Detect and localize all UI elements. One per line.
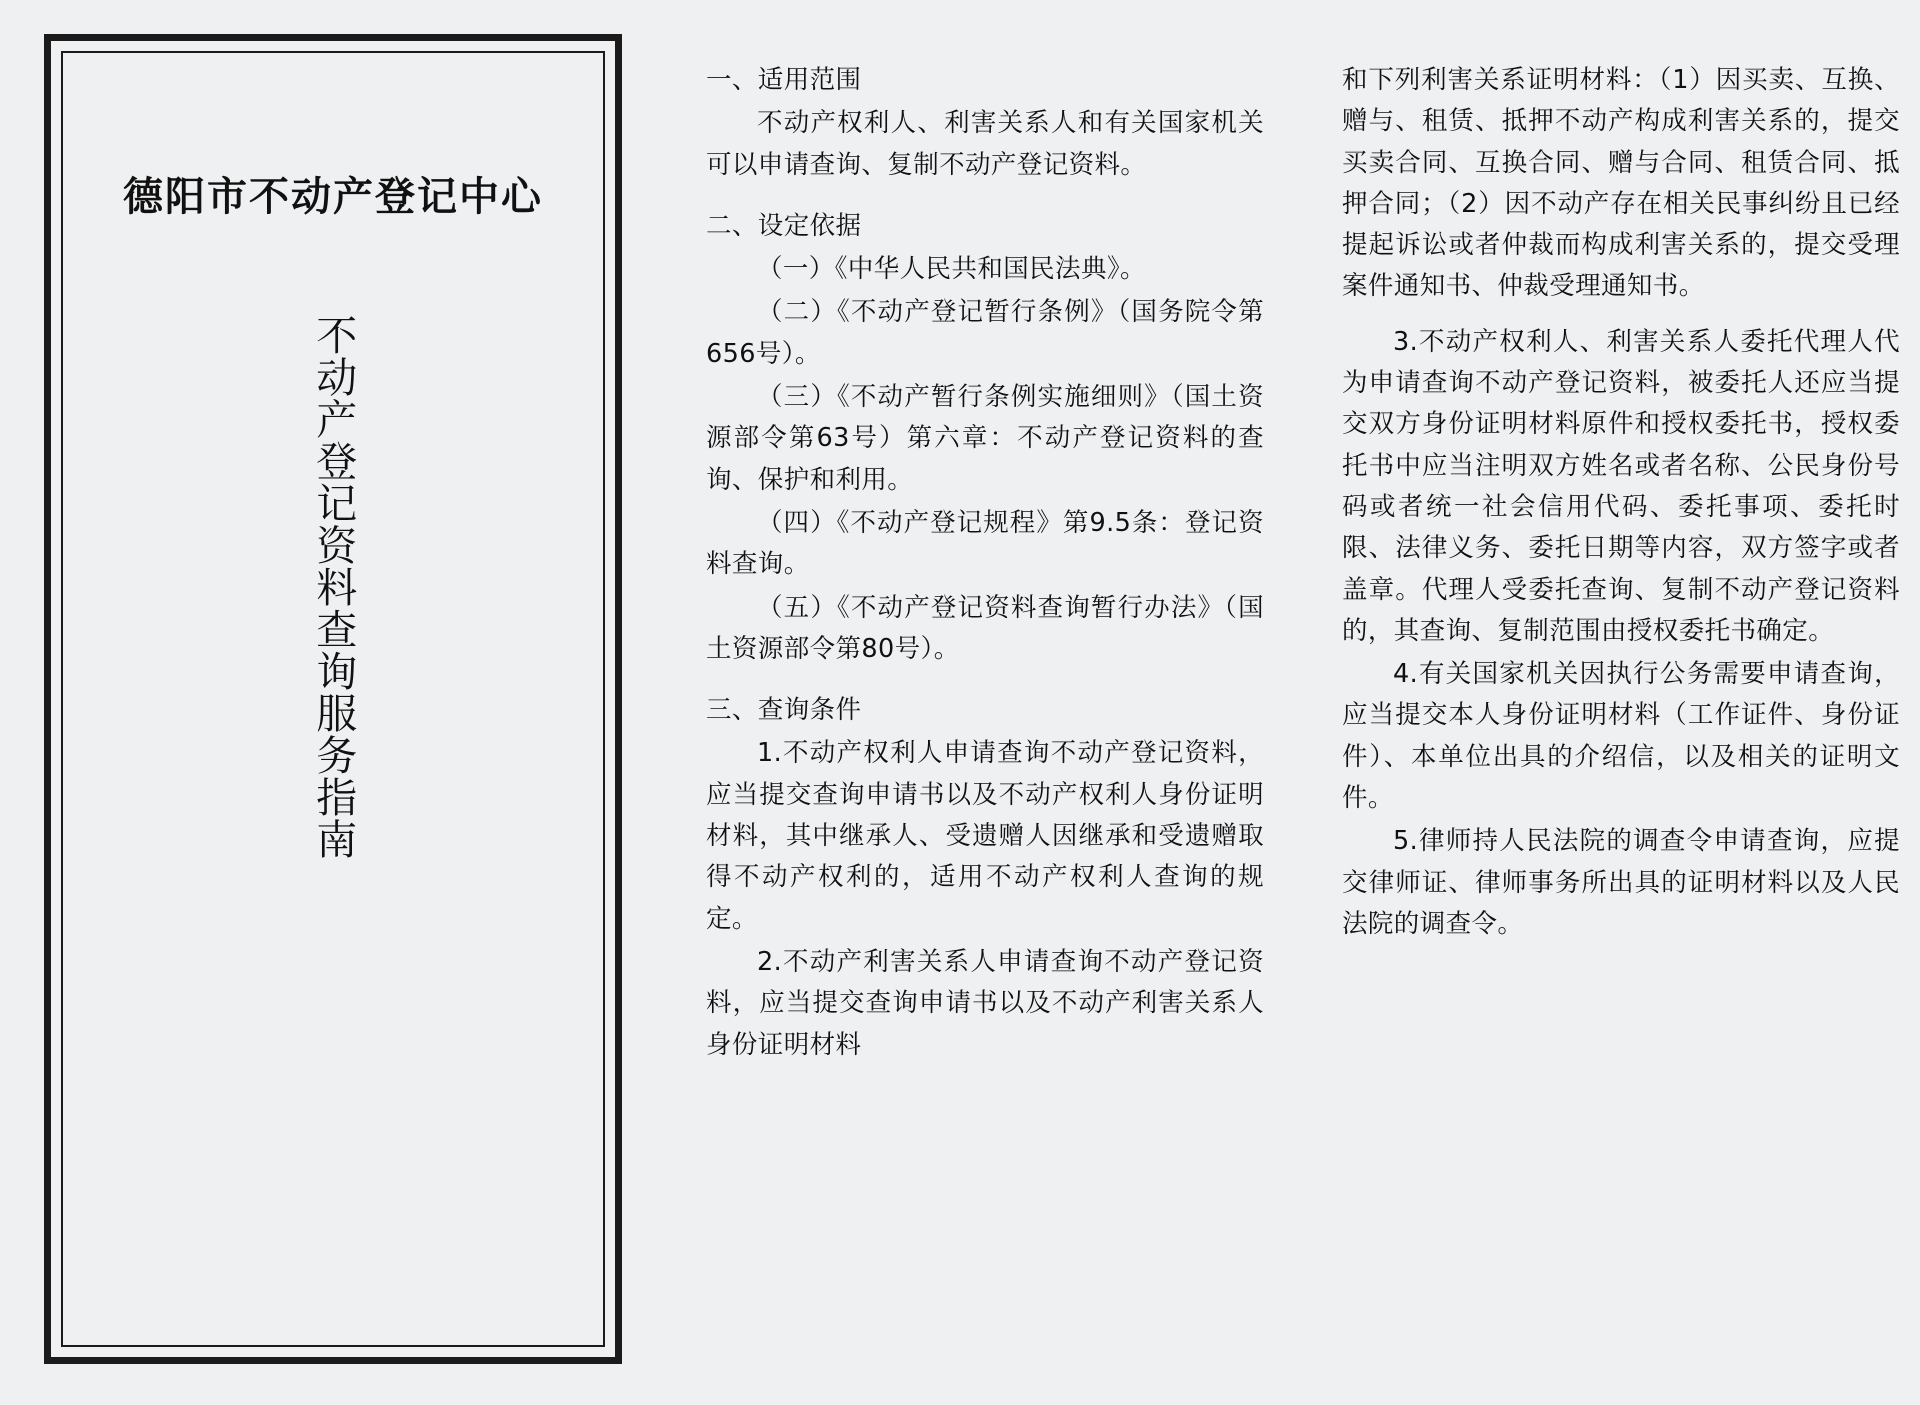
text-columns bbox=[622, 34, 1900, 1371]
basis-item-4: （四）《不动产登记规程》第9.5条：登记资料查询。 bbox=[706, 507, 1264, 580]
condition-item-1: 1.不动产权利人申请查询不动产登记资料，应当提交查询申请书以及不动产权利人身份证明材料，其中继承人、受遗赠人因继承和受遗赠取得不动产权利的，适用不动产权利人查询的规定。 bbox=[706, 738, 1264, 934]
section-1-body: 不动产权利人、利害关系人和有关国家机关可以申请查询、复制不动产登记资料。 bbox=[706, 108, 1264, 180]
basis-item-5: （五）《不动产登记资料查询暂行办法》（国土资源部令第80号）。 bbox=[706, 592, 1264, 664]
cover-panel-inner-border bbox=[61, 51, 605, 1347]
condition-item-2: 2.不动产利害关系人申请查询不动产登记资料，应当提交查询申请书以及不动产利害关系人身份证明材料 bbox=[706, 946, 1264, 1060]
column-right bbox=[1342, 60, 1900, 1371]
organization-name: 德阳市不动产登记中心 bbox=[123, 173, 543, 220]
column-left bbox=[706, 60, 1264, 1371]
basis-item-1: （一）《中华人民共和国民法典》。 bbox=[757, 254, 1146, 285]
condition-item-2-continued: 和下列利害关系证明材料：（1）因买卖、互换、赠与、租赁、抵押不动产构成利害关系的，提交买卖合同、互换合同、赠与合同、租赁合同、抵押合同；（2）因不动产存在相关民事纠纷且已经提起诉讼或者仲裁而构成利害关系的，提交受理案件通知书、仲裁受理通知书。 bbox=[1342, 65, 1900, 302]
brochure-title: 不动产登记资料查询服务指南 bbox=[309, 314, 358, 860]
section-3-heading: 三、查询条件 bbox=[706, 695, 862, 726]
condition-item-5: 5.律师持人民法院的调查令申请查询，应提交律师证、律师事务所出具的证明材料以及人民法院的调查令。 bbox=[1342, 826, 1900, 939]
basis-item-3: （三）《不动产暂行条例实施细则》（国土资源部令第63号）第六章：不动产登记资料的查询、保护和利用。 bbox=[706, 382, 1264, 495]
cover-panel bbox=[44, 34, 622, 1364]
section-2-heading: 二、设定依据 bbox=[706, 210, 862, 241]
condition-item-4: 4.有关国家机关因执行公务需要申请查询，应当提交本人身份证明材料（工作证件、身份证件）、本单位出具的介绍信，以及相关的证明文件。 bbox=[1342, 659, 1900, 814]
basis-item-2: （二）《不动产登记暂行条例》（国务院令第656号）。 bbox=[706, 297, 1264, 369]
section-1-heading: 一、适用范围 bbox=[706, 65, 862, 95]
condition-item-3: 3.不动产权利人、利害关系人委托代理人代为申请查询不动产登记资料，被委托人还应当提交双方身份证明材料原件和授权委托书，授权委托书中应当注明双方姓名或者名称、公民身份号码或者统一社会信用代码、委托事项、委托时限、法律义务、委托日期等内容，双方签字或者盖章。代理人受委托查询、复制不动产登记资料的，其查询、复制范围由授权委托书确定。 bbox=[1342, 326, 1900, 646]
